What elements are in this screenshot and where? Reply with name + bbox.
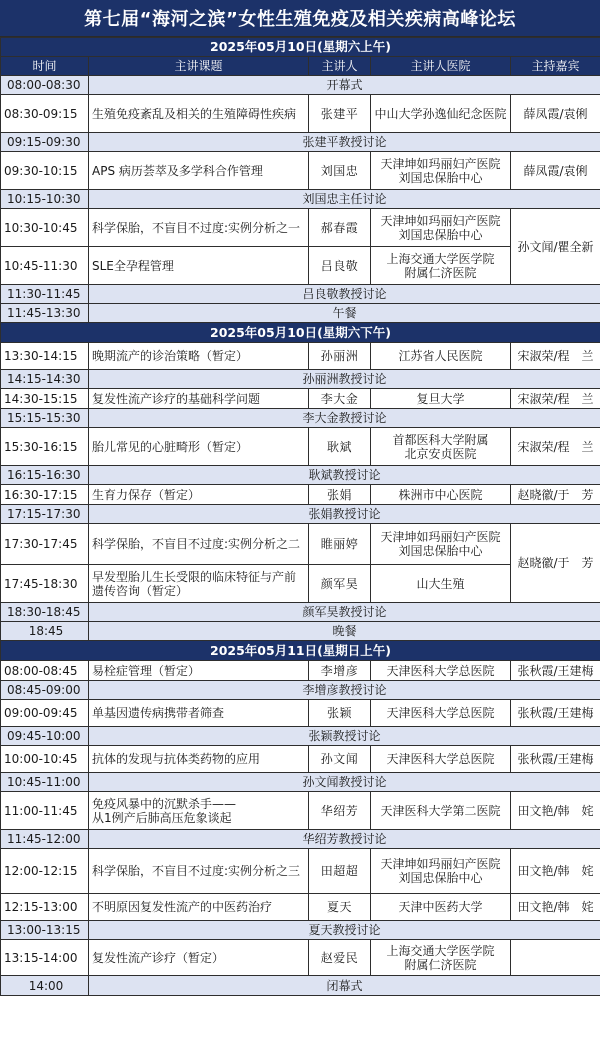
session-row: [1, 792, 600, 830]
time-cell: 12:15-13:00: [1, 894, 89, 921]
topic-cell: 易栓症管理（暂定）: [89, 661, 309, 681]
time-cell: 11:30-11:45: [1, 285, 89, 304]
topic-line: 免疫风暴中的沉默杀手——: [92, 796, 237, 811]
host-cell: 田文艳/韩 姹: [511, 792, 600, 830]
band-row-discussion: [1, 603, 600, 622]
col-hospital-header: 主讲人医院: [371, 57, 511, 76]
band-text: 晚餐: [89, 622, 600, 641]
topic-cell: 胎儿常见的心脏畸形（暂定）: [89, 428, 309, 466]
band-text: 张颖教授讨论: [89, 727, 600, 746]
hospital-line: 刘国忠保胎中心: [398, 170, 483, 185]
hospital-cell: [371, 209, 511, 247]
band-text: 张娟教授讨论: [89, 505, 600, 524]
host-cell: 张秋霞/王建梅: [511, 700, 600, 727]
hospital-cell: 天津医科大学总医院: [371, 746, 511, 773]
col-time-header: 时间: [1, 57, 89, 76]
band-row-discussion: [1, 505, 600, 524]
band-row-opening: [1, 76, 600, 95]
band-row-discussion: [1, 133, 600, 152]
time-cell: 17:15-17:30: [1, 505, 89, 524]
topic-line: 从1例产后肺高压危象谈起: [92, 810, 232, 825]
band-text: 午餐: [89, 304, 600, 323]
time-cell: 09:30-10:15: [1, 152, 89, 190]
band-text: 吕良敬教授讨论: [89, 285, 600, 304]
session-row: [1, 940, 600, 976]
speaker-cell: 郝春霞: [309, 209, 371, 247]
hospital-line: 天津坤如玛丽妇产医院: [380, 530, 501, 544]
section-header-sat-am: 2025年05月10日(星期六上午): [1, 38, 600, 57]
topic-cell: 复发性流产诊疗（暂定）: [89, 940, 309, 976]
speaker-cell: 张建平: [309, 95, 371, 133]
speaker-cell: 吕良敬: [309, 247, 371, 285]
band-text: 闭幕式: [89, 976, 600, 996]
band-text: 张建平教授讨论: [89, 133, 600, 152]
time-cell: 13:00-13:15: [1, 921, 89, 940]
session-row: [1, 95, 600, 133]
time-cell: 10:00-10:45: [1, 746, 89, 773]
host-cell: 薛凤霞/袁俐: [511, 95, 600, 133]
band-row-discussion: [1, 466, 600, 485]
band-row-closing: [1, 976, 600, 996]
time-cell: 10:45-11:00: [1, 773, 89, 792]
speaker-cell: 李增彦: [309, 661, 371, 681]
time-cell: 17:45-18:30: [1, 565, 89, 603]
hospital-cell: [371, 849, 511, 894]
session-row: [1, 565, 600, 603]
speaker-cell: 刘国忠: [309, 152, 371, 190]
hospital-line: 刘国忠保胎中心: [398, 544, 483, 558]
session-row: [1, 343, 600, 370]
hospital-cell: 天津医科大学第二医院: [371, 792, 511, 830]
band-text: 孙丽洲教授讨论: [89, 370, 600, 389]
host-cell: 孙文闻/瞿全新: [511, 209, 600, 285]
band-row-discussion: [1, 681, 600, 700]
host-cell: 薛凤霞/袁俐: [511, 152, 600, 190]
hospital-line: 首都医科大学附属: [392, 432, 489, 447]
topic-cell: 单基因遗传病携带者筛查: [89, 700, 309, 727]
session-row: [1, 209, 600, 247]
hospital-line: 刘国忠保胎中心: [398, 871, 483, 885]
host-cell: [511, 940, 600, 976]
hospital-cell: 中山大学孙逸仙纪念医院: [371, 95, 511, 133]
session-row: [1, 849, 600, 894]
time-cell: 11:00-11:45: [1, 792, 89, 830]
speaker-cell: 李大金: [309, 389, 371, 409]
band-text: 耿斌教授讨论: [89, 466, 600, 485]
time-cell: 11:45-12:00: [1, 830, 89, 849]
hospital-line: 天津坤如玛丽妇产医院: [380, 857, 501, 871]
band-row-discussion: [1, 830, 600, 849]
topic-cell: 生育力保存（暂定）: [89, 485, 309, 505]
hospital-line: 北京安贞医院: [404, 446, 477, 461]
time-cell: 18:45: [1, 622, 89, 641]
hospital-cell: 江苏省人民医院: [371, 343, 511, 370]
session-row: [1, 389, 600, 409]
topic-cell: 复发性流产诊疗的基础科学问题: [89, 389, 309, 409]
session-row: [1, 152, 600, 190]
session-row: [1, 428, 600, 466]
speaker-cell: 田超超: [309, 849, 371, 894]
session-row: [1, 524, 600, 565]
hospital-cell: 株洲市中心医院: [371, 485, 511, 505]
band-text: 开幕式: [89, 76, 600, 95]
time-cell: 14:30-15:15: [1, 389, 89, 409]
band-text: 李大金教授讨论: [89, 409, 600, 428]
host-cell: 宋淑荣/程 兰: [511, 389, 600, 409]
hospital-line: 附属仁济医院: [404, 957, 477, 972]
col-topic-header: 主讲课题: [89, 57, 309, 76]
time-cell: 16:30-17:15: [1, 485, 89, 505]
time-cell: 13:15-14:00: [1, 940, 89, 976]
speaker-cell: 颜军昊: [309, 565, 371, 603]
time-cell: 16:15-16:30: [1, 466, 89, 485]
hospital-line: 上海交通大学医学院: [386, 943, 495, 958]
band-text: 颜军昊教授讨论: [89, 603, 600, 622]
hospital-line: 上海交通大学医学院: [386, 251, 495, 266]
time-cell: 10:30-10:45: [1, 209, 89, 247]
topic-cell: 抗体的发现与抗体类药物的应用: [89, 746, 309, 773]
session-row: [1, 700, 600, 727]
band-row-discussion: [1, 285, 600, 304]
topic-cell: 科学保胎，不盲目不过度:实例分析之一: [89, 209, 309, 247]
time-cell: 09:45-10:00: [1, 727, 89, 746]
session-row: [1, 746, 600, 773]
topic-cell: SLE全孕程管理: [89, 247, 309, 285]
host-cell: 张秋霞/王建梅: [511, 746, 600, 773]
time-cell: 17:30-17:45: [1, 524, 89, 565]
host-cell: 宋淑荣/程 兰: [511, 428, 600, 466]
band-row-discussion: [1, 727, 600, 746]
speaker-cell: 孙丽洲: [309, 343, 371, 370]
hospital-cell: [371, 152, 511, 190]
band-row-discussion: [1, 773, 600, 792]
topic-cell: 生殖免疫紊乱及相关的生殖障碍性疾病: [89, 95, 309, 133]
topic-cell: 科学保胎，不盲目不过度:实例分析之三: [89, 849, 309, 894]
topic-cell: 不明原因复发性流产的中医药治疗: [89, 894, 309, 921]
hospital-cell: [371, 524, 511, 565]
hospital-line: 附属仁济医院: [404, 265, 477, 280]
speaker-cell: 耿斌: [309, 428, 371, 466]
host-cell: 田文艳/韩 姹: [511, 894, 600, 921]
hospital-cell: [371, 428, 511, 466]
section-header-sat-pm: 2025年05月10日(星期六下午): [1, 323, 600, 343]
band-row-discussion: [1, 190, 600, 209]
band-text: 华绍芳教授讨论: [89, 830, 600, 849]
topic-cell: APS 病历荟萃及多学科合作管理: [89, 152, 309, 190]
time-cell: 08:45-09:00: [1, 681, 89, 700]
host-cell: 张秋霞/王建梅: [511, 661, 600, 681]
topic-cell: [89, 792, 309, 830]
session-row: [1, 247, 600, 285]
speaker-cell: 睢丽婷: [309, 524, 371, 565]
band-text: 夏天教授讨论: [89, 921, 600, 940]
speaker-cell: 夏天: [309, 894, 371, 921]
band-row-discussion: [1, 921, 600, 940]
time-cell: 13:30-14:15: [1, 343, 89, 370]
hospital-cell: [371, 247, 511, 285]
band-row-lunch: [1, 304, 600, 323]
schedule-table: [0, 37, 600, 996]
speaker-cell: 赵爱民: [309, 940, 371, 976]
time-cell: 15:15-15:30: [1, 409, 89, 428]
speaker-cell: 孙文闻: [309, 746, 371, 773]
hospital-cell: 天津医科大学总医院: [371, 700, 511, 727]
hospital-cell: 山大生殖: [371, 565, 511, 603]
band-row-discussion: [1, 370, 600, 389]
host-cell: 赵晓徽/于 芳: [511, 524, 600, 603]
band-text: 孙文闻教授讨论: [89, 773, 600, 792]
time-cell: 11:45-13:30: [1, 304, 89, 323]
hospital-line: 天津坤如玛丽妇产医院: [380, 156, 501, 171]
host-cell: 赵晓徽/于 芳: [511, 485, 600, 505]
session-row: [1, 485, 600, 505]
time-cell: 18:30-18:45: [1, 603, 89, 622]
band-row-dinner: [1, 622, 600, 641]
band-text: 刘国忠主任讨论: [89, 190, 600, 209]
time-cell: 09:15-09:30: [1, 133, 89, 152]
topic-cell: 早发型胎儿生长受限的临床特征与产前遗传咨询（暂定）: [89, 565, 309, 603]
time-cell: 09:00-09:45: [1, 700, 89, 727]
hospital-cell: [371, 940, 511, 976]
hospital-cell: 天津医科大学总医院: [371, 661, 511, 681]
topic-cell: 晚期流产的诊治策略（暂定）: [89, 343, 309, 370]
page-title: 第七届“海河之滨”女性生殖免疫及相关疾病高峰论坛: [0, 0, 600, 37]
hospital-cell: 天津中医药大学: [371, 894, 511, 921]
time-cell: 08:30-09:15: [1, 95, 89, 133]
col-speaker-header: 主讲人: [309, 57, 371, 76]
hospital-line: 天津坤如玛丽妇产医院: [380, 213, 501, 228]
time-cell: 14:00: [1, 976, 89, 996]
time-cell: 10:15-10:30: [1, 190, 89, 209]
time-cell: 12:00-12:15: [1, 849, 89, 894]
hospital-line: 刘国忠保胎中心: [398, 227, 483, 242]
time-cell: 10:45-11:30: [1, 247, 89, 285]
band-row-discussion: [1, 409, 600, 428]
time-cell: 15:30-16:15: [1, 428, 89, 466]
hospital-cell: 复旦大学: [371, 389, 511, 409]
speaker-cell: 华绍芳: [309, 792, 371, 830]
host-cell: 田文艳/韩 姹: [511, 849, 600, 894]
topic-cell: 科学保胎，不盲目不过度:实例分析之二: [89, 524, 309, 565]
session-row: [1, 894, 600, 921]
time-cell: 08:00-08:30: [1, 76, 89, 95]
band-text: 李增彦教授讨论: [89, 681, 600, 700]
session-row: [1, 661, 600, 681]
time-cell: 08:00-08:45: [1, 661, 89, 681]
time-cell: 14:15-14:30: [1, 370, 89, 389]
host-cell: 宋淑荣/程 兰: [511, 343, 600, 370]
col-host-header: 主持嘉宾: [511, 57, 600, 76]
section-header-sun-am: 2025年05月11日(星期日上午): [1, 641, 600, 661]
speaker-cell: 张娟: [309, 485, 371, 505]
speaker-cell: 张颖: [309, 700, 371, 727]
column-header-row: [1, 57, 600, 76]
